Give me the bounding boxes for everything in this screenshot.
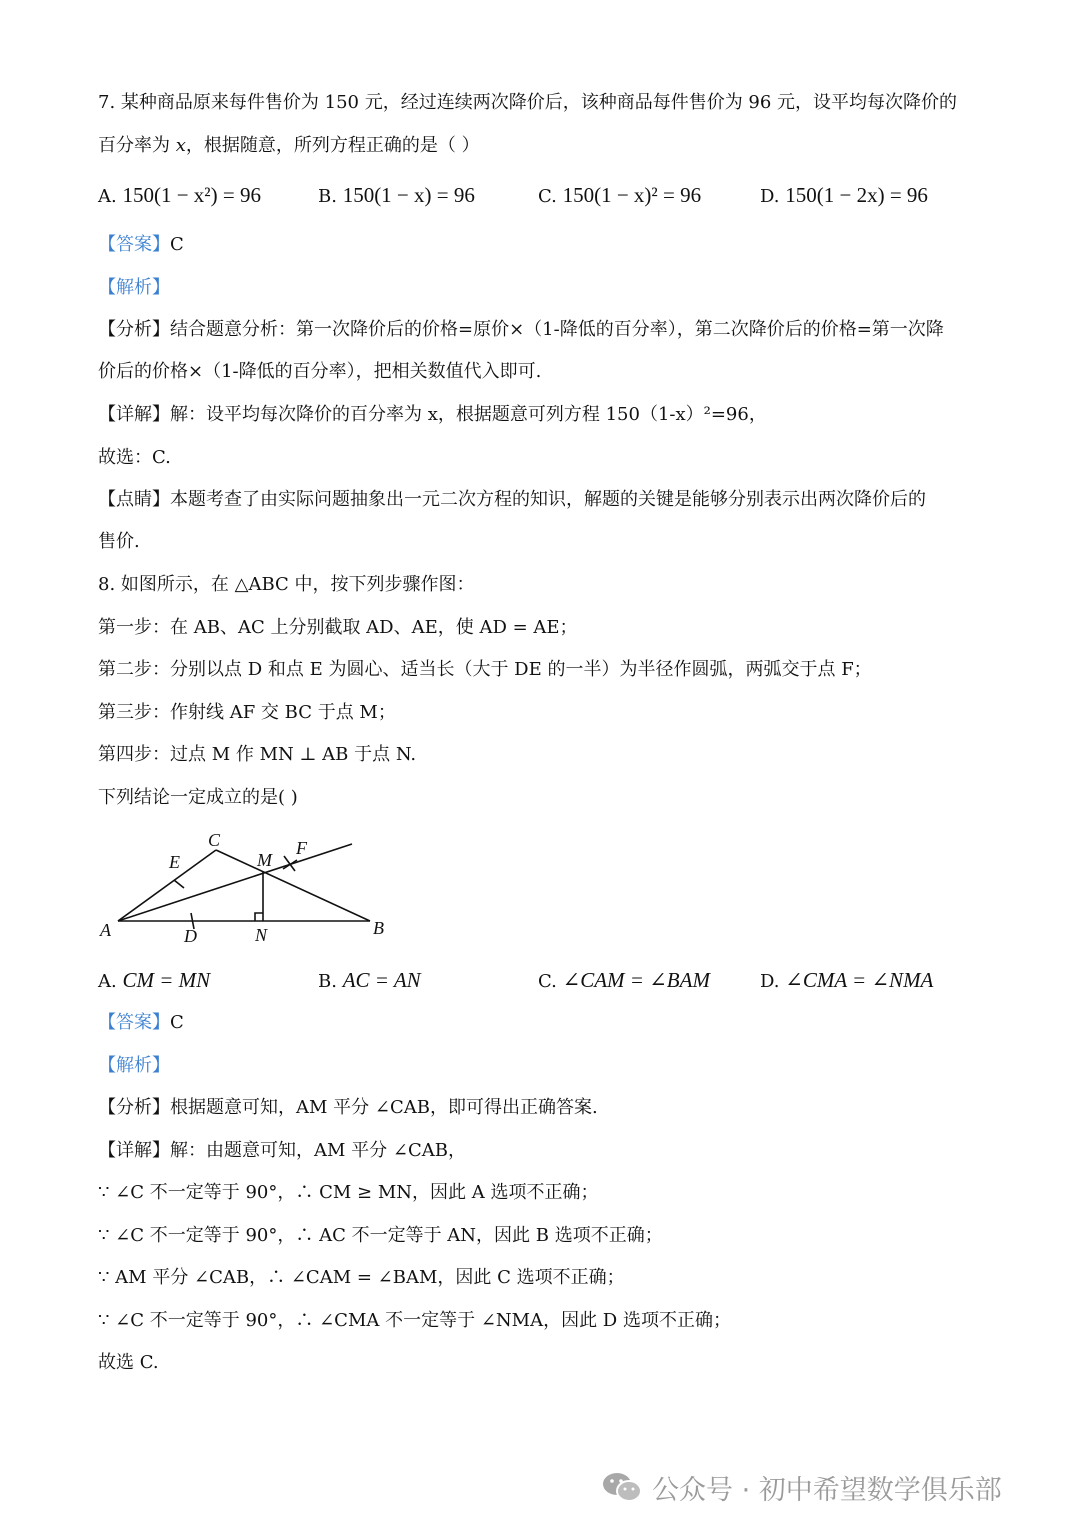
q7-option-d: [760, 181, 928, 211]
q8-fenxi: [98, 1094, 598, 1122]
q7-xiangjie-text: 解：设平均每次降价的百分率为 x，根据题意可列方程 150（1-x）²=96，: [170, 404, 767, 425]
q8-analysis-tag: 【解析】: [98, 1055, 170, 1076]
q7-option-b-expr: 150(1 − x) = 96: [342, 183, 475, 207]
q7-option-b-letter: B.: [318, 186, 337, 207]
q7-stem-line2-a: 百分率为: [98, 135, 176, 156]
q7-stem-line2: [98, 132, 480, 160]
q7-option-c-letter: C.: [538, 186, 557, 207]
q8-option-a-expr: CM = MN: [122, 968, 211, 992]
q7-option-a: [98, 181, 261, 211]
label-e: E: [169, 852, 180, 872]
q8-stem: 8. 如图所示，在 △ABC 中，按下列步骤作图：: [98, 574, 475, 595]
q7-option-b: [318, 181, 475, 211]
q8-xiangjie: [98, 1137, 466, 1165]
q7-dianjing-tag: 【点睛】: [98, 489, 170, 510]
q7-dianjing-line2: 售价.: [98, 531, 140, 552]
q8-step1: 第一步：在 AB、AC 上分别截取 AD、AE，使 AD = AE；: [98, 617, 578, 638]
q8-option-d-expr: ∠CMA = ∠NMA: [785, 968, 934, 992]
q8-option-c: [538, 966, 710, 996]
q7-analysis-tag: 【解析】: [98, 277, 170, 298]
q7-guxuan: 故选：C.: [98, 447, 171, 468]
label-c: C: [208, 830, 221, 850]
q7-fenxi-line1: [98, 316, 944, 344]
q8-line-d: ∵ ∠C 不一定等于 90°，∴ ∠CMA 不一定等于 ∠NMA，因此 D 选项不正确；: [98, 1310, 731, 1331]
tick-e: [174, 880, 184, 888]
q8-option-a: [98, 966, 210, 996]
q8-analysis-heading: [98, 1052, 170, 1080]
label-b: B: [373, 918, 384, 938]
q7-fenxi-tag: 【分析】: [98, 319, 170, 340]
segment-ac: [118, 850, 216, 921]
q7-answer: [98, 231, 184, 259]
q7-dianjing-line1: [98, 486, 926, 514]
q7-option-c-expr: 150(1 − x)² = 96: [562, 183, 702, 207]
q8-triangle-figure: [98, 826, 388, 951]
q8-option-b: [318, 966, 421, 996]
q7-analysis-heading: [98, 274, 170, 302]
q7-xiangjie-tag: 【详解】: [98, 404, 170, 425]
q8-guxuan: 故选 C.: [98, 1352, 159, 1373]
q8-line-c: ∵ AM 平分 ∠CAB，∴ ∠CAM = ∠BAM，因此 C 选项不正确；: [98, 1267, 625, 1288]
q8-answer: [98, 1009, 184, 1037]
q8-question: 下列结论一定成立的是( ): [98, 787, 298, 808]
q7-stem-var: x: [175, 135, 186, 156]
q8-option-c-letter: C.: [538, 971, 557, 992]
q8-answer-tag: 【答案】: [98, 1012, 170, 1033]
q7-option-d-letter: D.: [760, 186, 780, 207]
q8-answer-value: C: [170, 1012, 184, 1033]
q8-option-b-expr: AC = AN: [342, 968, 421, 992]
q7-stem-line1: 7. 某种商品原来每件售价为 150 元，经过连续两次降价后，该种商品每件售价为 96 元，设平均每次降价的: [98, 92, 958, 113]
q8-line-a: ∵ ∠C 不一定等于 90°，∴ CM ≥ MN，因此 A 选项不正确；: [98, 1182, 599, 1203]
q7-answer-tag: 【答案】: [98, 234, 170, 255]
arc-f-2: [283, 860, 297, 869]
label-m: M: [257, 850, 272, 870]
q7-fenxi-line2: 价后的价格×（1-降低的百分率），把相关数值代入即可.: [98, 361, 542, 382]
q8-option-d: [760, 966, 933, 996]
q8-step3: 第三步：作射线 AF 交 BC 于点 M；: [98, 702, 396, 723]
segment-cb: [216, 850, 370, 921]
q7-fenxi-text1: 结合题意分析：第一次降价后的价格=原价×（1-降低的百分率），第二次降价后的价格=第一次降: [170, 319, 944, 340]
q7-stem-line2-b: ，根据随意，所列方程正确的是（ ）: [185, 135, 480, 156]
label-n: N: [255, 925, 268, 945]
q7-option-a-expr: 150(1 − x²) = 96: [122, 183, 261, 207]
q8-option-b-letter: B.: [318, 971, 337, 992]
q8-option-a-letter: A.: [98, 971, 117, 992]
wechat-icon: [600, 1470, 644, 1504]
ray-af: [118, 844, 352, 921]
label-a: A: [100, 920, 111, 940]
q8-fenxi-tag: 【分析】: [98, 1097, 170, 1118]
q7-dianjing-text1: 本题考查了由实际问题抽象出一元二次方程的知识，解题的关键是能够分别表示出两次降价后的: [170, 489, 926, 510]
q8-step4: 第四步：过点 M 作 MN ⊥ AB 于点 N.: [98, 744, 417, 765]
watermark-text: 公众号 · 初中希望数学俱乐部: [652, 1474, 1002, 1506]
q8-xiangjie-tag: 【详解】: [98, 1140, 170, 1161]
q8-line-b: ∵ ∠C 不一定等于 90°，∴ AC 不一定等于 AN，因此 B 选项不正确；: [98, 1225, 663, 1246]
q7-xiangjie: [98, 401, 767, 429]
q7-option-d-expr: 150(1 − 2x) = 96: [785, 183, 928, 207]
q8-option-d-letter: D.: [760, 971, 780, 992]
q7-option-a-letter: A.: [98, 186, 117, 207]
q8-xiangjie-text: 解：由题意可知，AM 平分 ∠CAB，: [170, 1140, 466, 1161]
q8-step2: 第二步：分别以点 D 和点 E 为圆心、适当长（大于 DE 的一半）为半径作圆弧，两弧交于点 F；: [98, 659, 872, 680]
watermark: [600, 1462, 1050, 1512]
right-angle-mark: [255, 913, 263, 921]
q8-fenxi-text: 根据题意可知，AM 平分 ∠CAB，即可得出正确答案.: [170, 1097, 598, 1118]
q7-option-c: [538, 181, 701, 211]
label-d: D: [184, 926, 197, 946]
q7-answer-value: C: [170, 234, 184, 255]
q8-option-c-expr: ∠CAM = ∠BAM: [562, 968, 710, 992]
label-f: F: [296, 838, 307, 858]
